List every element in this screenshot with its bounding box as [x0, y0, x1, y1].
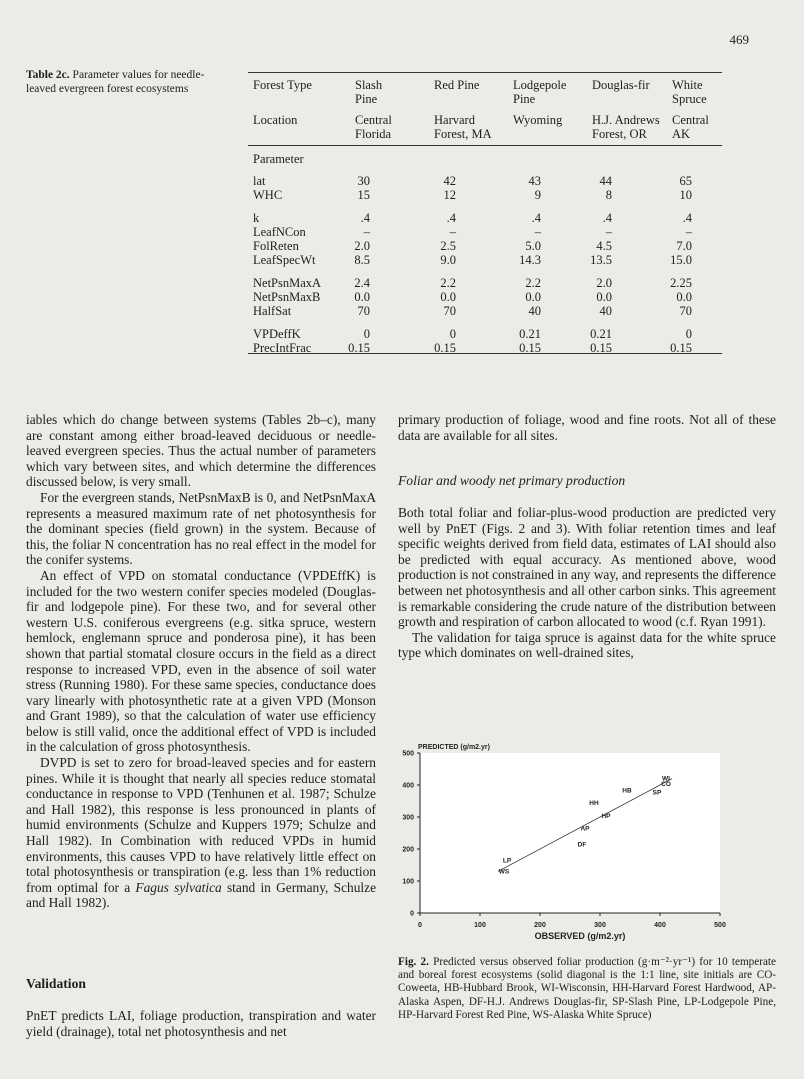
parameter-value: 44 — [599, 174, 612, 188]
site-point-label: HP — [601, 812, 611, 820]
right-column-top — [398, 412, 776, 443]
validation-heading: Validation — [26, 976, 86, 991]
left-paragraph-2: For the evergreen stands, NetPsnMaxB is 0, and NetPsnMaxA represents a measured maximum rate of net photosynthesis for the dominant species (field grown) in the system. Because of this, the foliar N concentration has no real effect in the model for the conifer systems. — [26, 489, 376, 568]
left-column-bottom — [26, 1008, 376, 1039]
right-paragraph-1: primary production of foliage, wood and fine roots. Not all of these data are available for all sites. — [398, 412, 776, 443]
y-tick-label: 0 — [410, 910, 414, 918]
parameter-value: 14.3 — [519, 253, 541, 267]
parameter-value: 0.21 — [590, 327, 612, 341]
x-tick-label: 300 — [594, 922, 606, 929]
parameter-value: – — [605, 225, 612, 239]
y-tick-label: 400 — [402, 782, 414, 790]
parameter-value: .4 — [531, 211, 541, 225]
parameter-value: – — [363, 225, 370, 239]
parameter-value: 0.0 — [440, 290, 456, 304]
parameter-value: 0.0 — [525, 290, 541, 304]
parameter-value: 0.15 — [519, 341, 541, 355]
figure-caption — [398, 956, 776, 1022]
location-name: Central — [355, 113, 392, 127]
parameter-value: 9 — [534, 188, 541, 202]
left-paragraph-3: An effect of VPD on stomatal conductance (VPDEffK) is included for the two western conifer species modeled (Douglas-fir and lodgepole pine). For these two, and for several other western U.S. coniferous evergreens (e.g. sitka spruce, western hemlock, englemann spruce and ponderosa pine), it has been shown that partial stomatal closure occurs in the field as a direct response to increased VPD, even in the absence of soil water stress (Running 1980). For these same species, conductance does vary linearly with photosynthetic rate at a given VPD (Monson and Grant 1989), so that the calculation of water use efficiency below is still valid, once the additional effect of VPD is included in the calculation of gross photosynthesis. — [26, 567, 376, 755]
forest-type-name: Pine — [355, 92, 378, 106]
parameter-value: – — [449, 225, 456, 239]
parameter-value: 4.5 — [596, 239, 612, 253]
parameter-value: 2.2 — [525, 276, 541, 290]
left-paragraph-4b: stand in Germany, Schulze and Hall 1982). — [26, 879, 377, 911]
parameter-name: PrecIntFrac — [253, 341, 312, 355]
parameter-name: LeafNCon — [253, 225, 306, 239]
parameter-value: 2.25 — [670, 276, 692, 290]
location-name: Harvard — [434, 113, 475, 127]
parameter-name: k — [253, 211, 260, 225]
parameter-name: VPDeffK — [253, 327, 301, 341]
location-header: Location — [253, 113, 298, 127]
parameter-value: .4 — [446, 211, 456, 225]
x-tick-label: 400 — [654, 922, 666, 929]
parameter-value: 2.0 — [354, 239, 370, 253]
foliar-production-chart — [390, 735, 730, 950]
parameter-value: 42 — [443, 174, 456, 188]
parameter-value: 10 — [679, 188, 692, 202]
parameter-value: 2.5 — [440, 239, 456, 253]
page-number: 469 — [729, 32, 749, 47]
parameter-value: 0 — [685, 327, 692, 341]
right-column — [398, 505, 776, 661]
site-point-label: AP — [580, 825, 590, 833]
table-bottom-rule — [248, 353, 722, 354]
left-paragraph-4a: DVPD is set to zero for broad-leaved species and for eastern pines. While it is thought that nearly all species reduce stomatal conductance in response to VPD (Tenhunen et al. 1987; Schulze and Hall 1982), this response is less pronounced in plants of humid environments (Schulze and Kuppers 1979; Schulze and Hall 1982). In Combination with reduced VPDs in humid environments, this causes VPD to have relatively little effect on total photosynthesis or transpiration (e.g. less than 1% reduction from optimal for a — [26, 755, 376, 895]
forest-type-name: Douglas-fir — [592, 78, 650, 92]
parameter-value: 5.0 — [525, 239, 541, 253]
y-tick-label: 100 — [402, 878, 414, 886]
right-paragraph-3: The validation for taiga spruce is against data for the white spruce type which dominates on well-drained sites, — [398, 629, 776, 661]
parameter-header: Parameter — [253, 152, 304, 166]
parameter-value: 15 — [357, 188, 370, 202]
parameter-value: 15.0 — [670, 253, 692, 267]
location-name: Wyoming — [513, 113, 563, 127]
table-caption-label: Table 2c. — [26, 69, 70, 81]
left-column — [26, 412, 376, 911]
location-name: Forest, OR — [592, 127, 647, 141]
parameter-value: 40 — [528, 304, 541, 318]
parameter-value: 2.2 — [440, 276, 456, 290]
parameter-value: – — [685, 225, 692, 239]
x-tick-label: 100 — [474, 922, 486, 929]
forest-type-name: Pine — [513, 92, 536, 106]
parameter-name: WHC — [253, 188, 283, 202]
parameter-name: LeafSpecWt — [253, 253, 316, 267]
site-point-label: DF — [577, 841, 587, 849]
parameter-value: 9.0 — [440, 253, 456, 267]
parameter-value: .4 — [360, 211, 370, 225]
table-header-rule — [248, 145, 722, 146]
parameter-value: 12 — [443, 188, 456, 202]
parameter-value: 30 — [357, 174, 370, 188]
left-paragraph-4 — [26, 755, 376, 911]
table-caption — [26, 68, 226, 96]
foliar-subheading: Foliar and woody net primary production — [398, 473, 626, 488]
parameter-value: – — [534, 225, 541, 239]
x-tick-label: 0 — [418, 922, 422, 929]
x-tick-label: 200 — [534, 922, 546, 929]
site-point-label: WS — [498, 868, 510, 876]
left-paragraph-5: PnET predicts LAI, foliage production, transpiration and water yield (drainage), total net photosynthesis and net — [26, 1008, 376, 1039]
parameter-name: FolReten — [253, 239, 299, 253]
right-paragraph-2: Both total foliar and foliar-plus-wood production are predicted very well by PnET (Figs. 2 and 3). With foliar retention times and leaf specific weights derived from field data, estimates of LAI should also be predicted with equal accuracy. As mentioned above, wood production is not constrained in any way, and represents the difference between net photosynthesis and all other carbon sinks. This agreement is remarkable considering the crude nature of the distribution between growth and respiration of carbon allocated to wood (c.f. Ryan 1991). — [398, 505, 776, 630]
parameter-value: 0.15 — [434, 341, 456, 355]
forest-type-name: White — [672, 78, 703, 92]
parameter-value: 70 — [443, 304, 456, 318]
figure-caption-text: Predicted versus observed foliar production (g·m⁻²·yr⁻¹) for 10 temperate and boreal forest ecosystems (solid diagonal is the 1:1 line, site initials are CO-Coweeta, HB-Hubbard Brook, WI-Wisconsin, HH-Harvard Forest Hardwood, AP-Alaska Aspen, DF-H.J. Andrews Douglas-fir, SP-Slash Pine, LP-Lodgepole Pine, HP-Harvard Forest Red Pine, WS-Alaska White Spruce) — [398, 956, 776, 1021]
forest-type-header: Forest Type — [253, 78, 312, 92]
parameter-name: HalfSat — [253, 304, 292, 318]
site-point-label: WI — [662, 775, 670, 783]
y-tick-label: 300 — [402, 814, 414, 822]
location-name: Forest, MA — [434, 127, 492, 141]
y-tick-label: 500 — [402, 750, 414, 758]
parameter-value: 0.0 — [596, 290, 612, 304]
location-name: H.J. Andrews — [592, 113, 660, 127]
parameter-value: 2.0 — [596, 276, 612, 290]
parameter-value: 0.15 — [348, 341, 370, 355]
forest-type-name: Slash — [355, 78, 383, 92]
parameter-value: 70 — [357, 304, 370, 318]
parameter-value: 40 — [599, 304, 612, 318]
parameter-value: 0.15 — [590, 341, 612, 355]
location-name: AK — [672, 127, 691, 141]
site-point-label: CO — [661, 780, 671, 788]
parameter-value: 0 — [363, 327, 370, 341]
site-point-label: LP — [502, 857, 512, 865]
y-axis-title: PREDICTED (g/m2.yr) — [418, 744, 490, 751]
parameter-value: .4 — [602, 211, 612, 225]
location-name: Florida — [355, 127, 392, 141]
parameter-name: lat — [253, 174, 266, 188]
species-name: Fagus sylvatica — [135, 879, 222, 895]
parameter-value: 0 — [449, 327, 456, 341]
left-paragraph-1: iables which do change between systems (Tables 2b–c), many are constant among either broad-leaved deciduous or needle-leaved evergreen species. Thus the actual number of parameters which vary between sites, and which determine the differences discussed below, is very small. — [26, 412, 376, 490]
parameter-value: 0.0 — [676, 290, 692, 304]
figure-caption-label: Fig. 2. — [398, 956, 429, 968]
site-point-label: HH — [589, 800, 599, 808]
parameter-value: 13.5 — [590, 253, 612, 267]
parameter-value: 8 — [605, 188, 612, 202]
location-name: Central — [672, 113, 709, 127]
parameter-value: 7.0 — [676, 239, 692, 253]
parameter-value: 0.15 — [670, 341, 692, 355]
parameter-value: 8.5 — [354, 253, 370, 267]
forest-type-name: Red Pine — [434, 78, 480, 92]
forest-type-name: Lodgepole — [513, 78, 567, 92]
forest-type-name: Spruce — [672, 92, 707, 106]
y-tick-label: 200 — [402, 846, 414, 854]
site-point-label: SP — [652, 789, 662, 797]
parameter-value: 43 — [528, 174, 541, 188]
x-tick-label: 500 — [714, 922, 726, 929]
parameter-name: NetPsnMaxB — [253, 290, 321, 304]
parameter-value: 0.21 — [519, 327, 541, 341]
parameter-value: 70 — [679, 304, 692, 318]
table-top-rule — [248, 72, 722, 73]
parameter-value: 65 — [679, 174, 692, 188]
parameter-value: 0.0 — [354, 290, 370, 304]
parameter-value: 2.4 — [354, 276, 370, 290]
parameter-name: NetPsnMaxA — [253, 276, 322, 290]
parameter-value: .4 — [682, 211, 692, 225]
site-point-label: HB — [622, 787, 632, 795]
table-caption-text: Parameter values for needle-leaved evergreen forest ecosystems — [26, 69, 205, 95]
x-axis-title: OBSERVED (g/m2.yr) — [534, 931, 626, 941]
